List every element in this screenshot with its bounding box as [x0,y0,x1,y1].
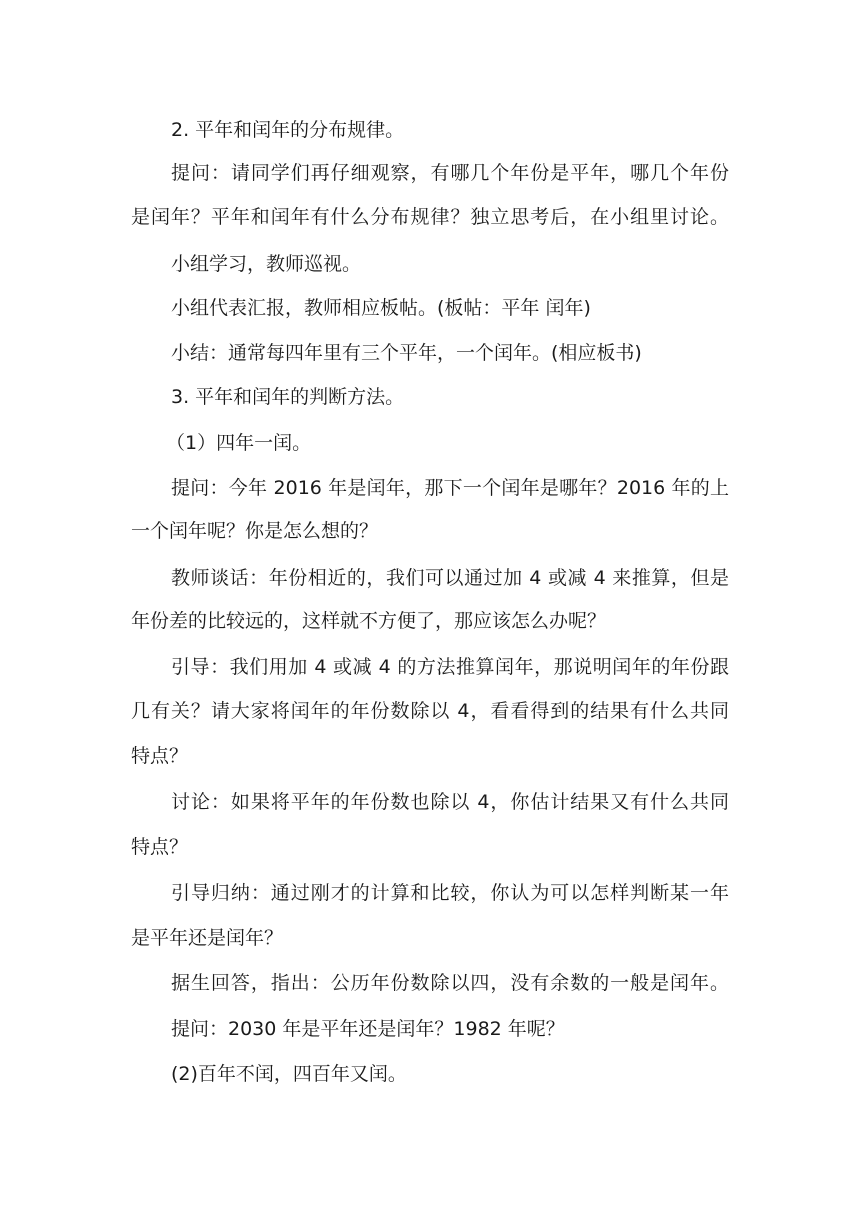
paragraph-line: 提问：2030 年是平年还是闰年？1982 年呢？ [171,1018,565,1040]
paragraph-line: 特点？ [131,745,189,767]
paragraph-line: 一个闰年呢？你是怎么想的？ [131,520,379,542]
subsection-heading: （1）四年一闰。 [166,432,312,454]
paragraph-line: 据生回答，指出：公历年份数除以四，没有余数的一般是闰年。 [171,972,729,994]
paragraph-line: 小结：通常每四年里有三个平年，一个闰年。(相应板书) [171,342,642,364]
section-heading-distribution: 2. 平年和闰年的分布规律。 [171,119,405,141]
paragraph-line: 几有关？请大家将闰年的年份数除以 4，看看得到的结果有什么共同 [131,700,729,722]
subsection-heading: (2)百年不闰，四百年又闰。 [171,1063,407,1085]
paragraph-line: 是闰年？平年和闰年有什么分布规律？独立思考后，在小组里讨论。 [131,206,729,228]
paragraph-line: 特点？ [131,836,189,858]
paragraph-line: 是平年还是闰年？ [131,927,284,949]
paragraph-line: 引导：我们用加 4 或减 4 的方法推算闰年，那说明闰年的年份跟 [171,656,729,678]
paragraph-line: 小组学习，教师巡视。 [171,253,362,275]
paragraph-line: 年份差的比较远的，这样就不方便了，那应该怎么办呢？ [131,610,607,632]
section-heading-judgment: 3. 平年和闰年的判断方法。 [171,386,405,408]
paragraph-line: 提问：请同学们再仔细观察，有哪几个年份是平年，哪几个年份 [171,162,729,184]
paragraph-line: 小组代表汇报，教师相应板帖。(板帖：平年 闰年) [171,297,591,319]
paragraph-line: 讨论：如果将平年的年份数也除以 4，你估计结果又有什么共同 [171,791,729,813]
paragraph-line: 教师谈话：年份相近的，我们可以通过加 4 或减 4 来推算，但是 [171,567,729,589]
paragraph-line: 引导归纳：通过刚才的计算和比较，你认为可以怎样判断某一年 [171,882,729,904]
paragraph-line: 提问：今年 2016 年是闰年，那下一个闰年是哪年？2016 年的上 [171,477,729,499]
